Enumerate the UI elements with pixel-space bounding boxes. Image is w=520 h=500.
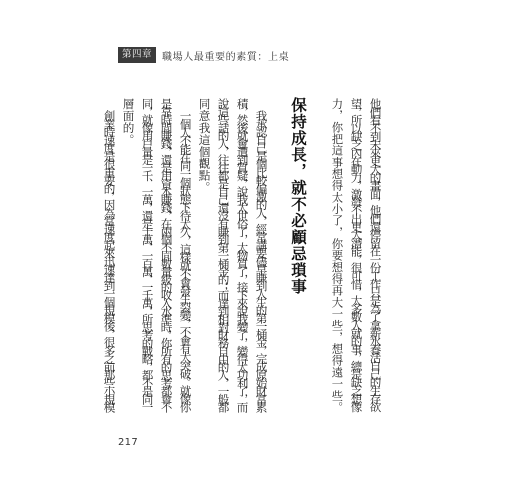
text-column: 說這些話的人，往往都是自己還沒有賺到第一桶金的；而達到相對財務自由的人，一般都 (216, 98, 231, 410)
running-header (118, 47, 289, 63)
text-column: 是靠時間賺錢，還是用資本賺錢，在兩個不同數量級的收入水準時，你所有的思考都會不 (159, 98, 174, 410)
page-number: 217 (118, 437, 138, 448)
chapter-badge: 第四章 (118, 47, 156, 63)
text-column: 力，你把這事想得太小了，你要想得再大一些，想得遠一些。 (330, 98, 345, 414)
text-column: 一個人不能在同一個狀態下待太久，這樣就不會發生裂變，不會有大突破。就像你 (178, 110, 193, 410)
text-column: 望，所以缺乏內在動力，激發不出更大潛能，很可惜，大多數人就的事，總是缺乏想像 (349, 98, 364, 410)
chapter-title: 職場人最重要的素質：上桌 (162, 51, 290, 63)
text-column: 層面的。 (121, 98, 136, 146)
text-column: 他們看不到未來更大的畫面，他們還停留在一份工作只是為了拿薪水養活自己的生存欲 (368, 98, 383, 410)
text-column: 創業時速度是很重要的，因為當速度起來迅速達到一個規模後，很多之前那些小規模 (102, 110, 117, 410)
text-column: 同，就像用戶量是一千、一萬，還是十萬、一百萬、一千萬，所思考的戰略，都不是同一 (140, 98, 155, 410)
section-heading: 保持成長，就不必顧忌瑣事 (289, 97, 307, 295)
text-column: 同意我這個觀點。 (197, 98, 212, 194)
text-column: 積，然後就會遭到質疑，說我太世俗了，太物質了，接下來說我變了，變得太功利了，而 (235, 98, 250, 410)
text-column: 我承認自己是個比較偏激的人，經常講要儘早賺到人生的第一桶金，完成原始財富累 (254, 110, 269, 410)
